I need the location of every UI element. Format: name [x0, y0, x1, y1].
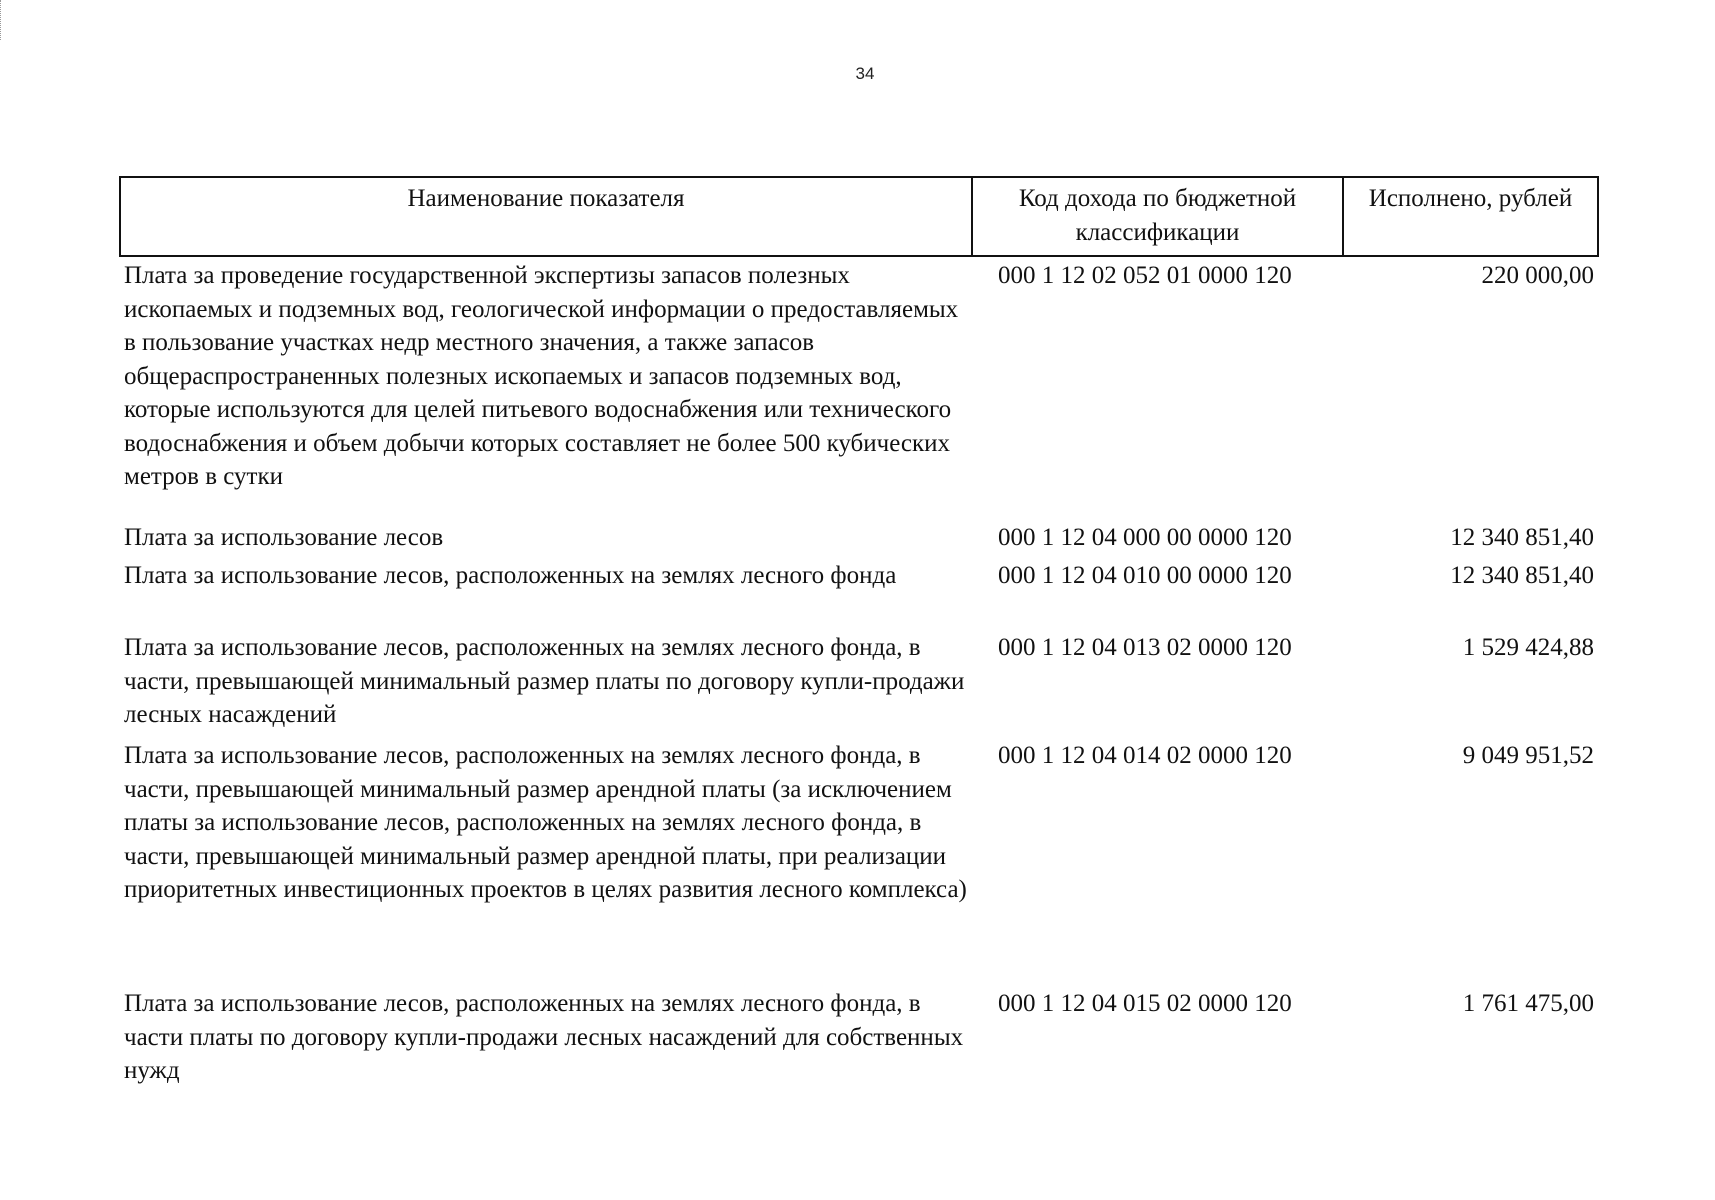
- row-name: Плата за использование лесов: [124, 524, 444, 551]
- row-amount: 1 529 424,88: [1462, 634, 1594, 661]
- row-name: Плата за проведение государственной экспертизы запасов полезных ископаемых и подземных вод, геологической информации о предоставляемых в пользование участках недр местного значения, а также запасов общераспространенных полезных ископаемых и запасов подземных вод, которые используются для целей питьевого водоснабжения или технического водоснабжения и объем добычи которых составляет не более 500 кубических метров в сутки: [124, 262, 959, 490]
- table-row: [120, 256, 1598, 521]
- table-header: [120, 177, 1598, 256]
- page-number: 34: [855, 64, 875, 83]
- header-amount: Исполнено, рублей: [1343, 177, 1598, 256]
- row-amount: 12 340 851,40: [1450, 524, 1594, 551]
- table-row: [120, 631, 1598, 739]
- row-code: 000 1 12 04 010 00 0000 120: [998, 562, 1292, 589]
- row-code: 000 1 12 04 000 00 0000 120: [998, 524, 1292, 551]
- table-body: [120, 256, 1598, 1088]
- table-row: [120, 739, 1598, 987]
- row-code: 000 1 12 04 014 02 0000 120: [998, 742, 1292, 769]
- row-amount: 12 340 851,40: [1450, 562, 1594, 589]
- row-name: Плата за использование лесов, расположенных на землях лесного фонда: [124, 562, 897, 589]
- header-row: [120, 177, 1598, 256]
- row-code: 000 1 12 04 013 02 0000 120: [998, 634, 1292, 661]
- table-row: [120, 559, 1598, 631]
- table-row: [120, 521, 1598, 559]
- row-name: Плата за использование лесов, расположенных на землях лесного фонда, в части платы по договору купли-продажи лесных насаждений для собственных нужд: [124, 990, 964, 1084]
- table-row: [120, 987, 1598, 1088]
- header-name: Наименование показателя: [120, 177, 972, 256]
- row-name: Плата за использование лесов, расположенных на землях лесного фонда, в части, превышающей минимальный размер платы по договору купли-продажи лесных насаждений: [124, 634, 965, 728]
- row-amount: 220 000,00: [1481, 262, 1594, 289]
- row-amount: 1 761 475,00: [1462, 990, 1594, 1017]
- scan-edge-mark: [0, 0, 9, 40]
- row-amount: 9 049 951,52: [1462, 742, 1594, 769]
- row-name: Плата за использование лесов, расположенных на землях лесного фонда, в части, превышающей минимальный размер арендной платы (за исключением платы за использование лесов, расположенных на землях лесного фонда, в части, превышающей минимальный размер арендной платы, при реализации приоритетных инвестиционных проектов в целях развития лесного комплекса): [124, 742, 967, 903]
- revenue-table: [119, 176, 1599, 1088]
- row-code: 000 1 12 04 015 02 0000 120: [998, 990, 1292, 1017]
- row-code: 000 1 12 02 052 01 0000 120: [998, 262, 1292, 289]
- header-code: Код дохода по бюджетной классификации: [972, 177, 1343, 256]
